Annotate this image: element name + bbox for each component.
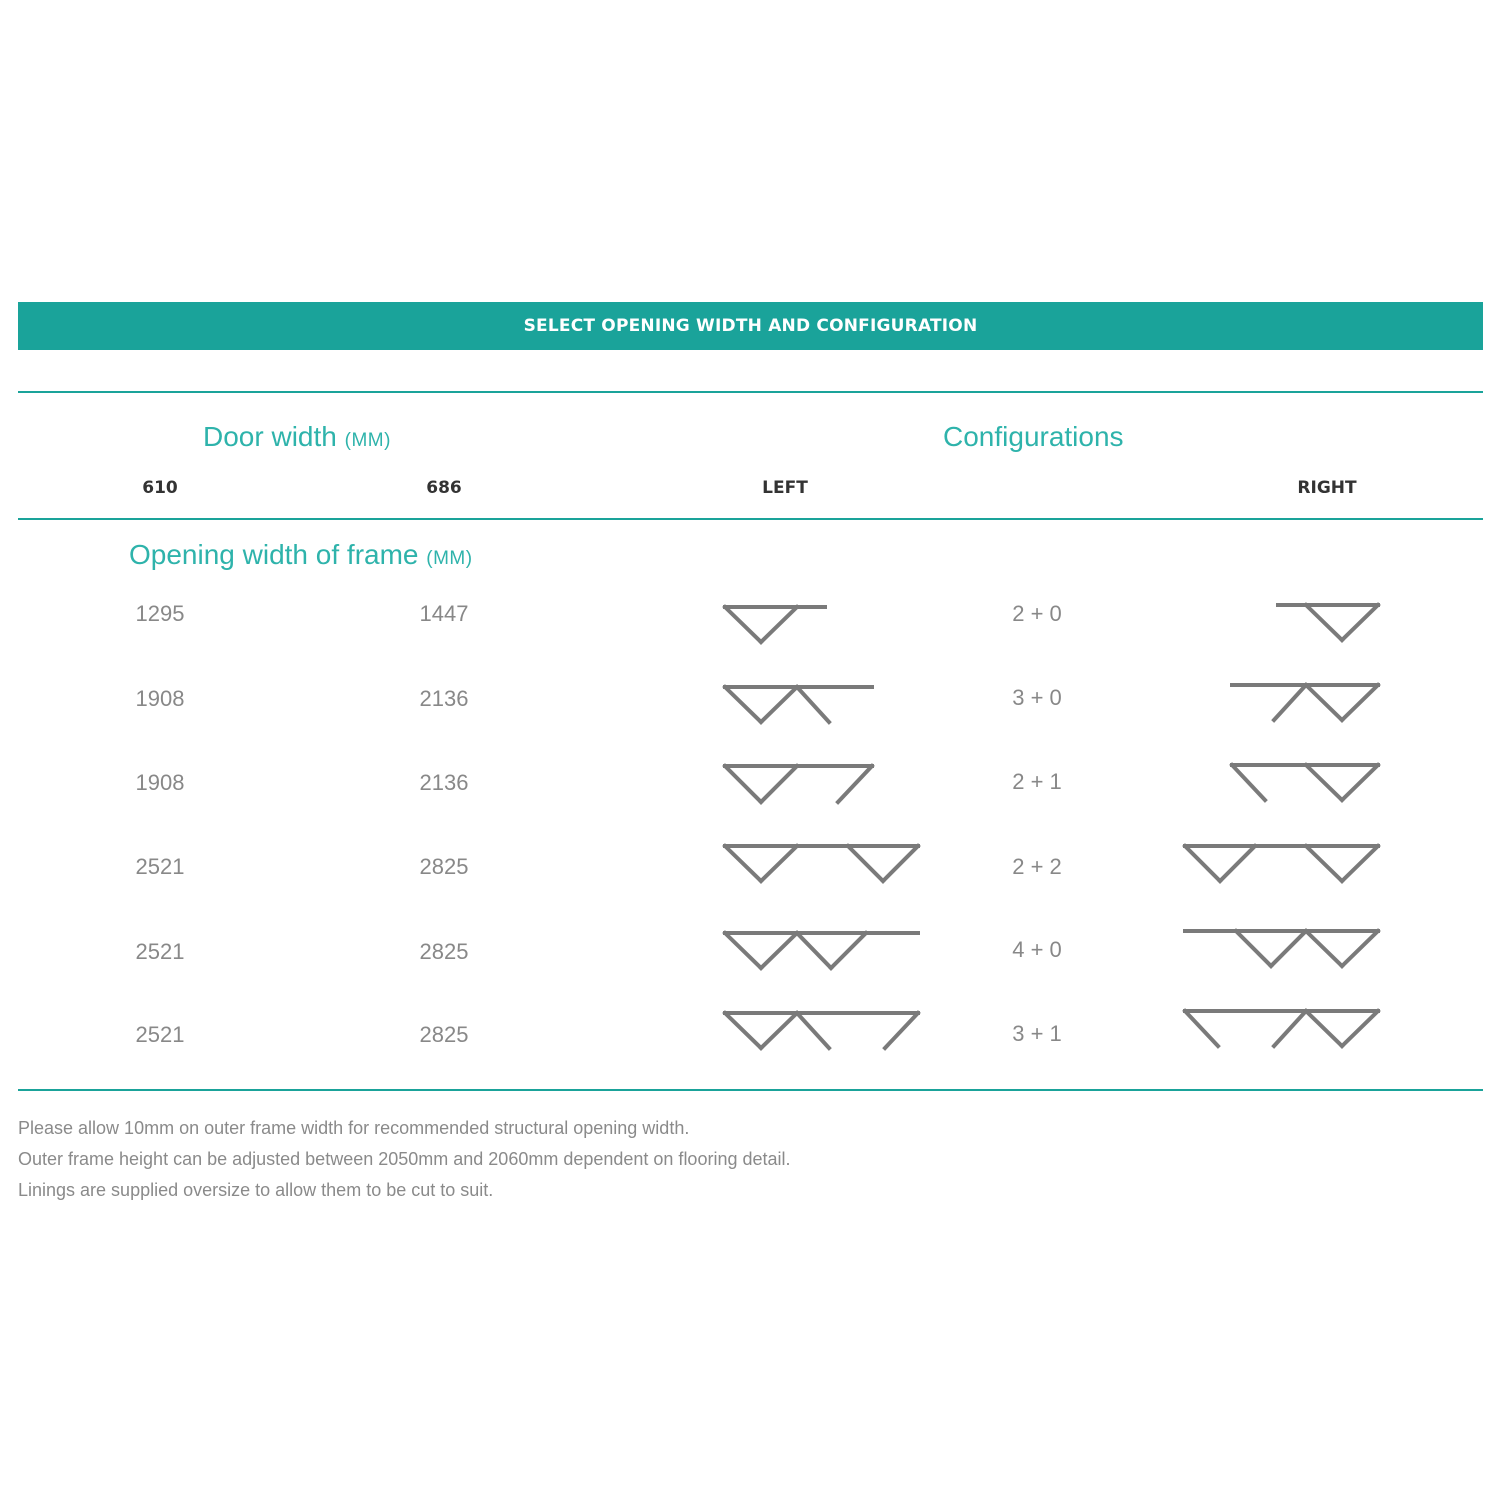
column-header-left: LEFT xyxy=(762,478,808,498)
footnote-1: Please allow 10mm on outer frame width for recommended structural opening width. xyxy=(18,1118,690,1138)
right-diagram-2-plus-1 xyxy=(1232,765,1378,800)
table-row-2-config: 3 + 0 xyxy=(1012,685,1062,710)
right-diagram-2-plus-2 xyxy=(1185,846,1378,881)
table-row-1-w610: 1295 xyxy=(135,601,185,626)
table-row-2-w686: 2136 xyxy=(419,686,469,711)
right-diagram-2-plus-0 xyxy=(1278,605,1378,640)
table-row-3-w610: 1908 xyxy=(135,770,185,795)
left-diagram-3-plus-1 xyxy=(725,1013,918,1048)
table-row-5-config: 4 + 0 xyxy=(1012,937,1062,962)
table-row-2-w610: 1908 xyxy=(135,686,185,711)
table-row-4-config: 2 + 2 xyxy=(1012,854,1062,879)
right-diagram-4-plus-0 xyxy=(1185,931,1378,966)
left-diagram-2-plus-1 xyxy=(725,766,872,802)
door-width-unit: (MM) xyxy=(344,430,391,451)
right-diagram-3-plus-0 xyxy=(1232,685,1378,720)
table-row-4-w610: 2521 xyxy=(135,854,185,879)
table-row-5-w610: 2521 xyxy=(135,939,185,964)
table-row-6-w686: 2825 xyxy=(419,1022,469,1047)
footnote-3: Linings are supplied oversize to allow them to be cut to suit. xyxy=(18,1180,494,1200)
left-diagram-4-plus-0 xyxy=(725,933,918,968)
column-header-right: RIGHT xyxy=(1297,478,1357,498)
left-diagram-2-plus-2 xyxy=(725,846,918,881)
table-row-1-config: 2 + 0 xyxy=(1012,601,1062,626)
configurations-heading: Configurations xyxy=(943,421,1124,452)
table-row-4-w686: 2825 xyxy=(419,854,469,879)
bottom-divider xyxy=(18,1089,1483,1091)
opening-width-unit: (MM) xyxy=(426,548,473,569)
door-width-heading: Door width (MM) xyxy=(203,421,391,452)
footnote-2: Outer frame height can be adjusted between 2050mm and 2060mm dependent on flooring detail. xyxy=(18,1149,791,1169)
footnotes xyxy=(18,1113,791,1206)
left-diagram-2-plus-0 xyxy=(725,607,825,642)
left-diagram-3-plus-0 xyxy=(725,687,872,722)
banner-title: SELECT OPENING WIDTH AND CONFIGURATION xyxy=(523,316,978,336)
table-row-3-w686: 2136 xyxy=(419,770,469,795)
opening-width-heading: Opening width of frame (MM) xyxy=(129,539,473,570)
table-row-3-config: 2 + 1 xyxy=(1012,769,1062,794)
right-diagram-3-plus-1 xyxy=(1185,1011,1378,1046)
table-row-6-w610: 2521 xyxy=(135,1022,185,1047)
table-row-5-w686: 2825 xyxy=(419,939,469,964)
table-row-6-config: 3 + 1 xyxy=(1012,1021,1062,1046)
column-header-610: 610 xyxy=(142,478,178,498)
table-row-1-w686: 1447 xyxy=(419,601,469,626)
column-header-686: 686 xyxy=(426,478,462,498)
